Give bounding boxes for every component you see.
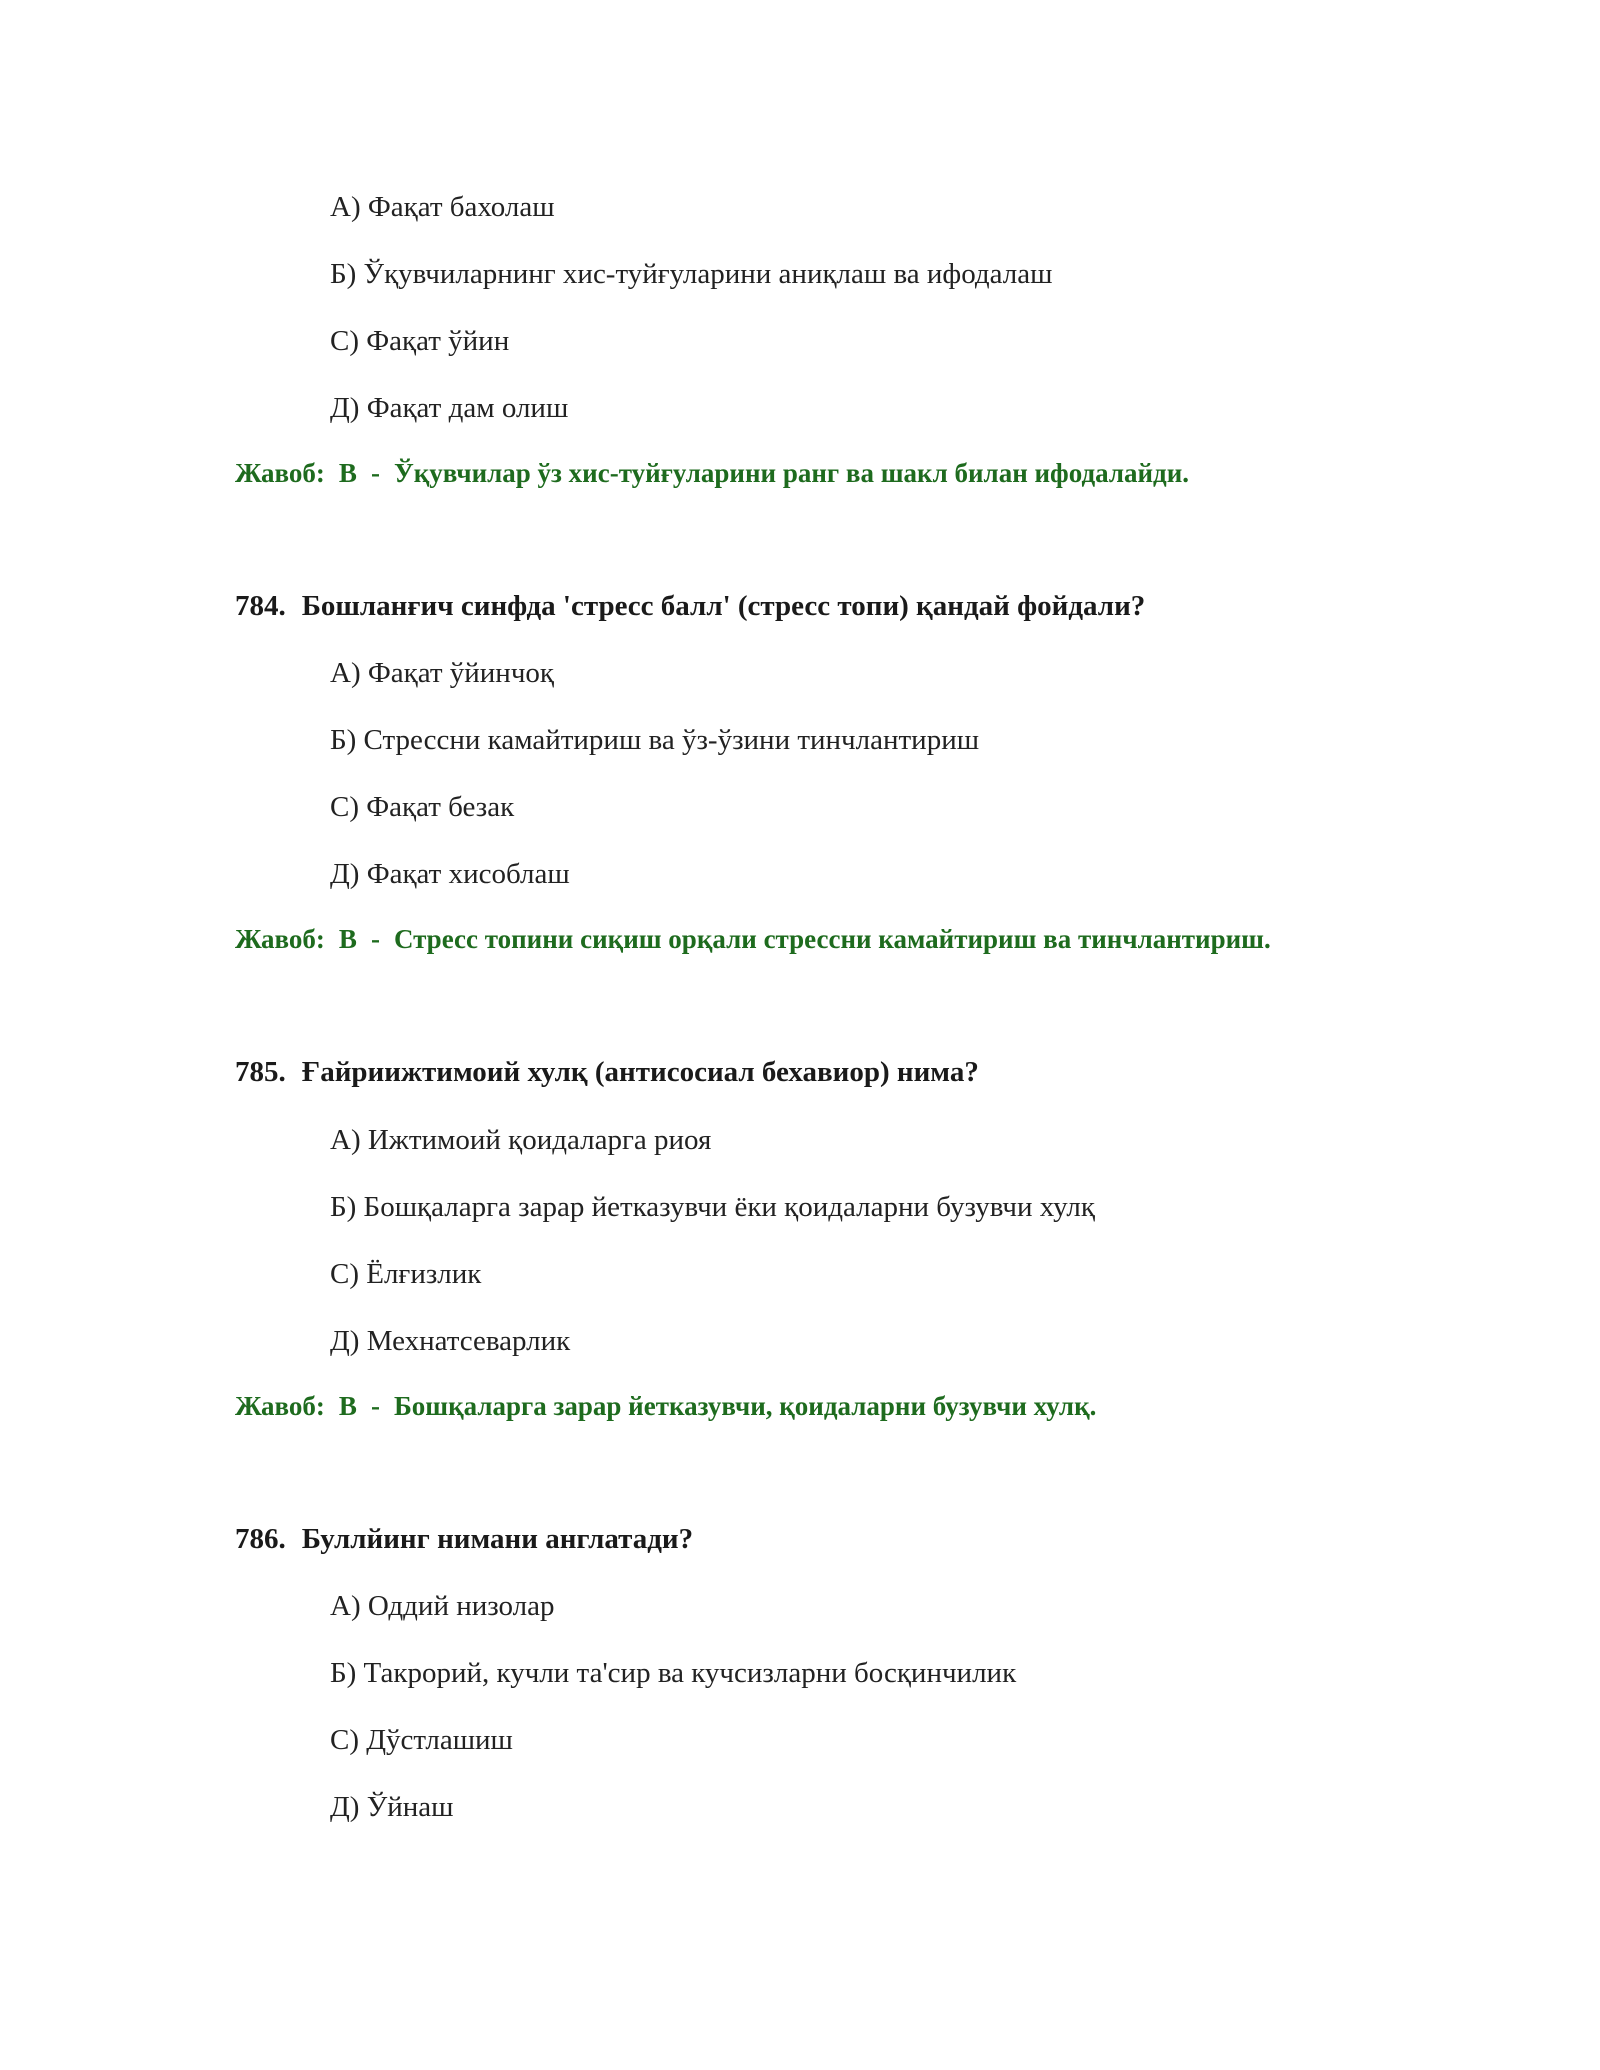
answer-line (235, 455, 1189, 491)
option-b: Б) Бошқаларга зарар йетказувчи ёки қоидаларни бузувчи хулқ (330, 1191, 1095, 1223)
question-text: Бошланғич синфда 'стресс балл' (стресс топи) қандай фойдали? (301, 590, 1146, 622)
option-b: Б) Ўқувчиларнинг хис-туйғуларини аниқлаш ва ифодалаш (330, 258, 1053, 290)
answer-line (235, 1388, 1096, 1424)
question-text: Ғайриижтимоий хулқ (антисосиал бехавиор) нима? (301, 1056, 979, 1088)
answer-letter: B (338, 458, 357, 488)
question-title (235, 588, 1145, 624)
answer-key: Жавоб: (235, 458, 325, 488)
answer-text: Стресс топини сиқиш орқали стрессни камайтириш ва тинчлантириш. (393, 924, 1271, 954)
option-c: С) Фақат ўйин (330, 325, 510, 357)
option-c: С) Фақат безак (330, 791, 515, 823)
option-c: С) Дўстлашиш (330, 1724, 513, 1756)
option-b: Б) Стрессни камайтириш ва ўз-ўзини тинчлантириш (330, 724, 980, 756)
option-d: Д) Фақат дам олиш (330, 392, 569, 424)
option-a: А) Ижтимоий қоидаларга риоя (330, 1124, 712, 1156)
option-a: А) Оддий низолар (330, 1590, 555, 1622)
option-d: Д) Ўйнаш (330, 1791, 454, 1823)
answer-dash: - (370, 458, 380, 488)
option-a: А) Фақат бахолаш (330, 191, 555, 223)
option-b: Б) Такрорий, кучли та'сир ва кучсизларни босқинчилик (330, 1657, 1017, 1689)
answer-text: Ўқувчилар ўз хис-туйғуларини ранг ва шакл билан ифодалайди. (393, 458, 1190, 488)
option-d: Д) Мехнатсеварлик (330, 1325, 571, 1357)
answer-dash: - (370, 924, 380, 954)
question-title (235, 1521, 693, 1557)
question-title (235, 1054, 979, 1090)
answer-dash: - (370, 1391, 380, 1421)
option-c: С) Ёлғизлик (330, 1258, 482, 1290)
question-number: 785. (235, 1056, 286, 1088)
answer-text: Бошқаларга зарар йетказувчи, қоидаларни бузувчи хулқ. (393, 1391, 1097, 1421)
option-a: А) Фақат ўйинчоқ (330, 657, 554, 689)
answer-key: Жавоб: (235, 1391, 325, 1421)
answer-letter: B (338, 1391, 357, 1421)
option-d: Д) Фақат хисоблаш (330, 858, 570, 890)
answer-letter: B (338, 924, 357, 954)
answer-line (235, 921, 1271, 957)
answer-key: Жавоб: (235, 924, 325, 954)
question-text: Буллйинг нимани англатади? (301, 1523, 694, 1555)
question-number: 786. (235, 1523, 286, 1555)
question-number: 784. (235, 590, 286, 622)
